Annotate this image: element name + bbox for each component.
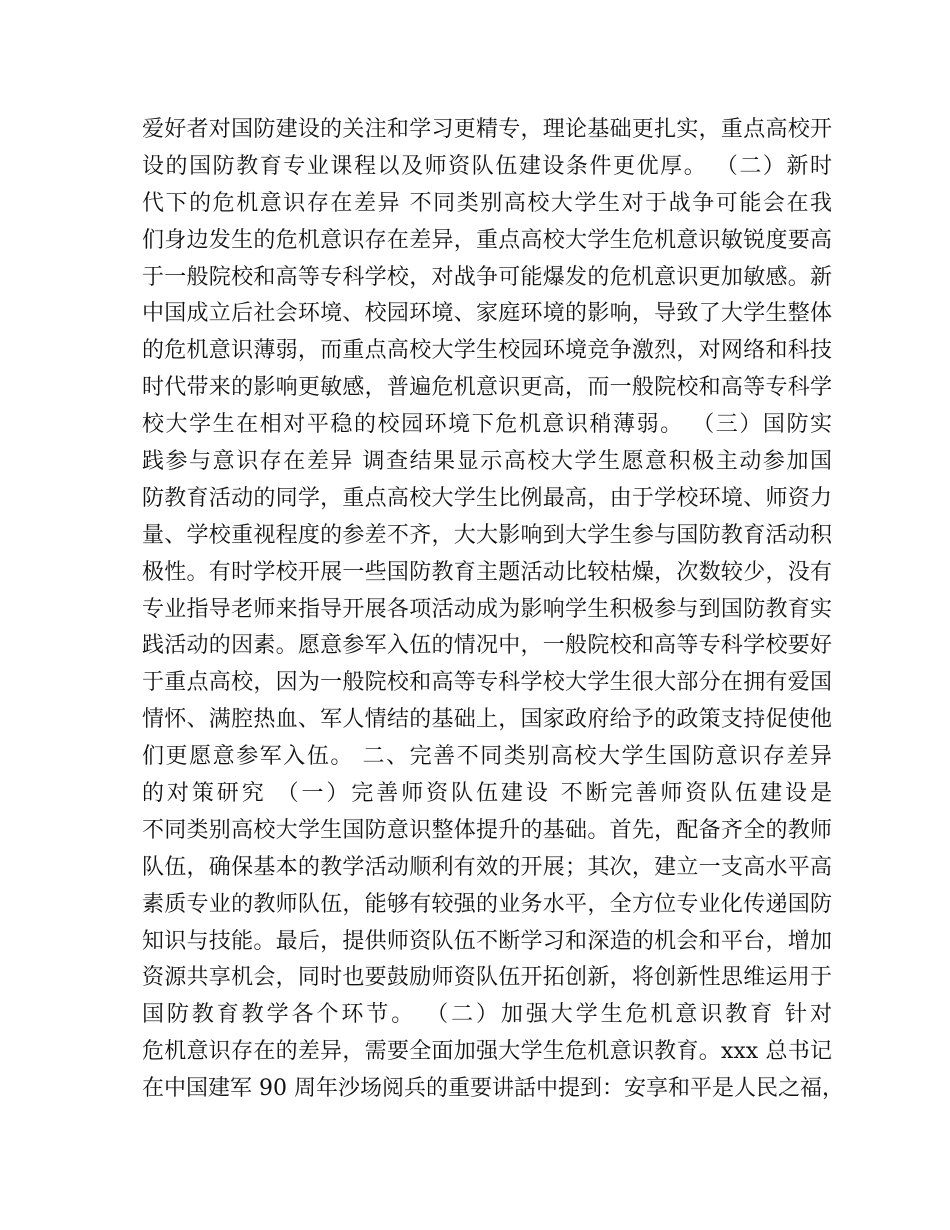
text-line: 们更愿意参军入伍。 二、完善不同类别高校大学生国防意识存差异	[142, 744, 832, 770]
text-line: 国防教育教学各个环节。 （二）加强大学生危机意识教育 针对	[142, 1002, 832, 1028]
text-line: 的危机意识薄弱，而重点高校大学生校园环境竞争激烈，对网络和科技	[142, 338, 832, 364]
text-line: 校大学生在相对平稳的校园环境下危机意识稍薄弱。 （三）国防实	[142, 412, 832, 438]
text-line: 素质专业的教师队伍，能够有较强的业务水平，全方位专业化传递国防	[142, 891, 832, 917]
text-line: 防教育活动的同学，重点高校大学生比例最高，由于学校环境、师资力	[142, 485, 832, 511]
text-line: 的对策研究 （一）完善师资队伍建设 不断完善师资队伍建设是	[142, 781, 832, 807]
text-line: 中国成立后社会环境、校园环境、家庭环境的影响，导致了大学生整体	[142, 301, 832, 327]
text-line: 于重点高校，因为一般院校和高等专科学校大学生很大部分在拥有爱国	[142, 670, 832, 696]
text-line: 爱好者对国防建设的关注和学习更精专，理论基础更扎实，重点高校开	[142, 117, 832, 142]
text-line: 时代带来的影响更敏感，普遍危机意识更高，而一般院校和高等专科学	[142, 375, 832, 401]
text-line: 设的国防教育专业课程以及师资队伍建设条件更优厚。 （二）新时	[142, 153, 832, 179]
text-line: 们身边发生的危机意识存在差异，重点高校大学生危机意识敏锐度要高	[142, 227, 832, 253]
body-text	[142, 112, 844, 1108]
text-line: 践活动的因素。愿意参军入伍的情况中，一般院校和高等专科学校要好	[142, 633, 832, 659]
text-line: 代下的危机意识存在差异 不同类别高校大学生对于战争可能会在我	[142, 190, 832, 216]
text-line: 知识与技能。最后，提供师资队伍不断学习和深造的机会和平台，增加	[142, 928, 832, 954]
text-line: 队伍，确保基本的教学活动顺利有效的开展；其次，建立一支高水平高	[142, 854, 832, 880]
text-line: 不同类别高校大学生国防意识整体提升的基础。首先，配备齐全的教师	[142, 817, 832, 843]
text-line: 极性。有时学校开展一些国防教育主题活动比较枯燥，次数较少，没有	[142, 559, 832, 585]
text-line: 资源共享机会，同时也要鼓励师资队伍开拓创新，将创新性思维运用于	[142, 965, 832, 991]
text-line: 情怀、满腔热血、军人情结的基础上，国家政府给予的政策支持促使他	[142, 707, 832, 733]
text-line: 于一般院校和高等专科学校，对战争可能爆发的危机意识更加敏感。新	[142, 264, 832, 290]
text-line: 践参与意识存在差异 调查结果显示高校大学生愿意积极主动参加国	[142, 449, 832, 475]
text-line: 专业指导老师来指导开展各项活动成为影响学生积极参与到国防教育实	[142, 596, 832, 622]
text-line: 量、学校重视程度的参差不齐，大大影响到大学生参与国防教育活动积	[142, 522, 832, 548]
text-line: 危机意识存在的差异，需要全面加强大学生危机意识教育。xxx 总书记	[142, 1039, 832, 1065]
text-line: 在中国建军 90 周年沙场阅兵的重要讲話中提到：安享和平是人民之福，	[142, 1076, 844, 1102]
